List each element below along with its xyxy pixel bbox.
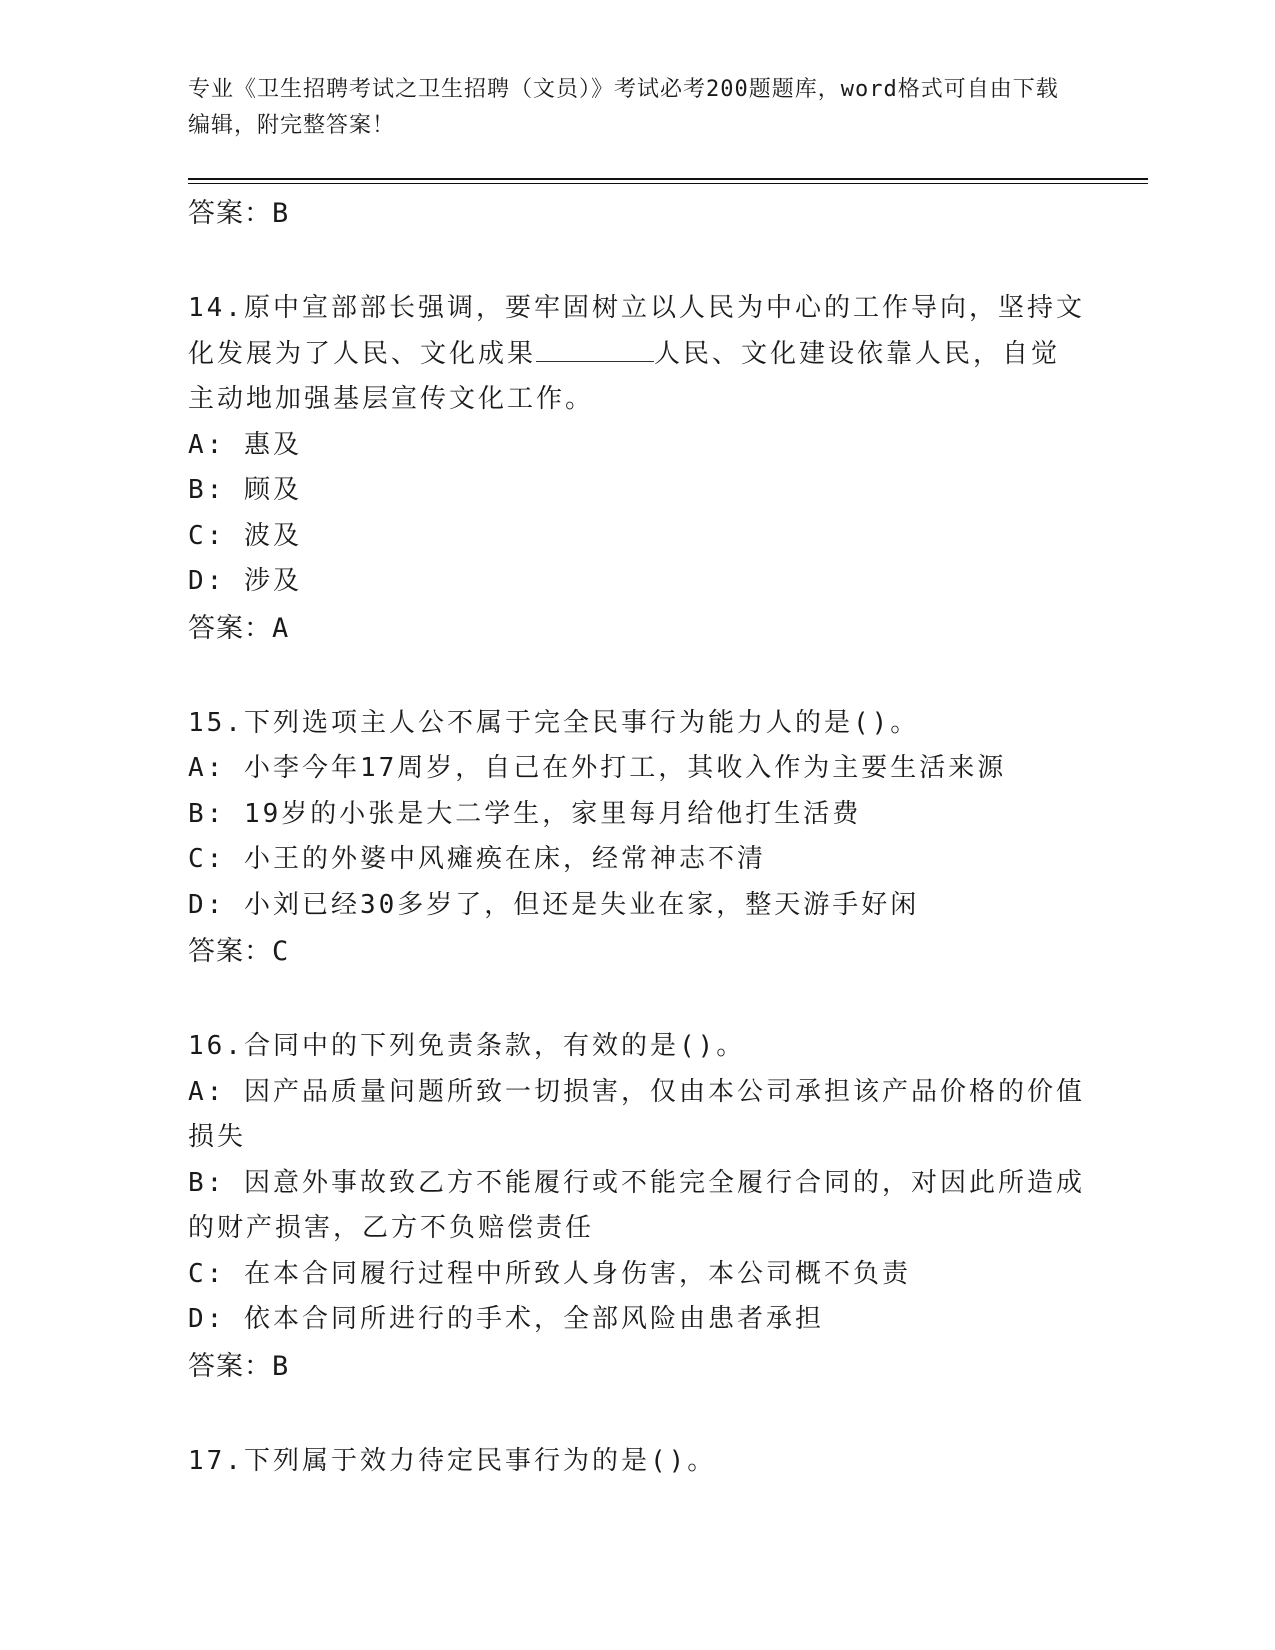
question-16: 16.合同中的下列免责条款，有效的是()。 xyxy=(188,1031,746,1061)
answer-label: 答案： xyxy=(188,936,272,967)
answer-16 xyxy=(188,1347,1088,1387)
option-16-d: D: 依本合同所进行的手术，全部风险由患者承担 xyxy=(188,1304,824,1334)
option-14-a: A: 惠及 xyxy=(188,429,302,460)
answer-value: A xyxy=(272,612,290,644)
option-16-a: A: 因产品质量问题所致一切损害，仅由本公司承担该产品价格的价值损失 xyxy=(188,1076,1085,1152)
option-15-a: A: 小李今年17周岁，自己在外打工，其收入作为主要生活来源 xyxy=(188,753,1007,783)
document-header: 专业《卫生招聘考试之卫生招聘（文员）》考试必考200题题库，word格式可自由下载编辑，附完整答案！ xyxy=(188,77,1059,138)
question-14-text-part1: 14.原中宣部部长强调，要牢固树立以人民为中心的工作导向，坚持文化发展为了人民、文化成果 xyxy=(188,293,1085,369)
header-rule-thin xyxy=(188,183,1148,184)
answer-label: 答案： xyxy=(188,1350,272,1382)
option-15-b: B: 19岁的小张是大二学生，家里每月给他打生活费 xyxy=(188,798,862,829)
option-14-d: D: 涉及 xyxy=(188,566,302,596)
answer-value: C xyxy=(272,936,290,967)
answer-label: 答案： xyxy=(188,198,272,229)
fill-blank xyxy=(536,335,654,362)
answer-15 xyxy=(188,932,1088,972)
question-15: 15.下列选项主人公不属于完全民事行为能力人的是()。 xyxy=(188,707,920,738)
question-17: 17.下列属于效力待定民事行为的是()。 xyxy=(188,1445,717,1476)
option-14-c: C: 波及 xyxy=(188,520,302,551)
answer-value: B xyxy=(272,198,290,229)
option-16-c: C: 在本合同履行过程中所致人身伤害，本公司概不负责 xyxy=(188,1258,911,1289)
option-16-b: B: 因意外事故致乙方不能履行或不能完全履行合同的，对因此所造成的财产损害，乙方不负赔偿责任 xyxy=(188,1167,1085,1243)
answer-14 xyxy=(188,609,1088,649)
option-15-d: D: 小刘已经30多岁了，但还是失业在家，整天游手好闲 xyxy=(188,889,920,920)
header-rule-thick xyxy=(188,178,1148,180)
document-body xyxy=(188,190,1088,1484)
option-15-c: C: 小王的外婆中风瘫痪在床，经常神志不清 xyxy=(188,844,766,874)
question-14 xyxy=(188,286,1088,423)
answer-value: B xyxy=(272,1350,290,1382)
answer-13 xyxy=(188,194,1088,234)
option-14-b: B: 顾及 xyxy=(188,475,302,505)
answer-label: 答案： xyxy=(188,612,272,644)
question-14-text-part2: 人民、文化建设依靠人民，自觉主动地加强基层宣传文化工作。 xyxy=(188,338,1061,414)
